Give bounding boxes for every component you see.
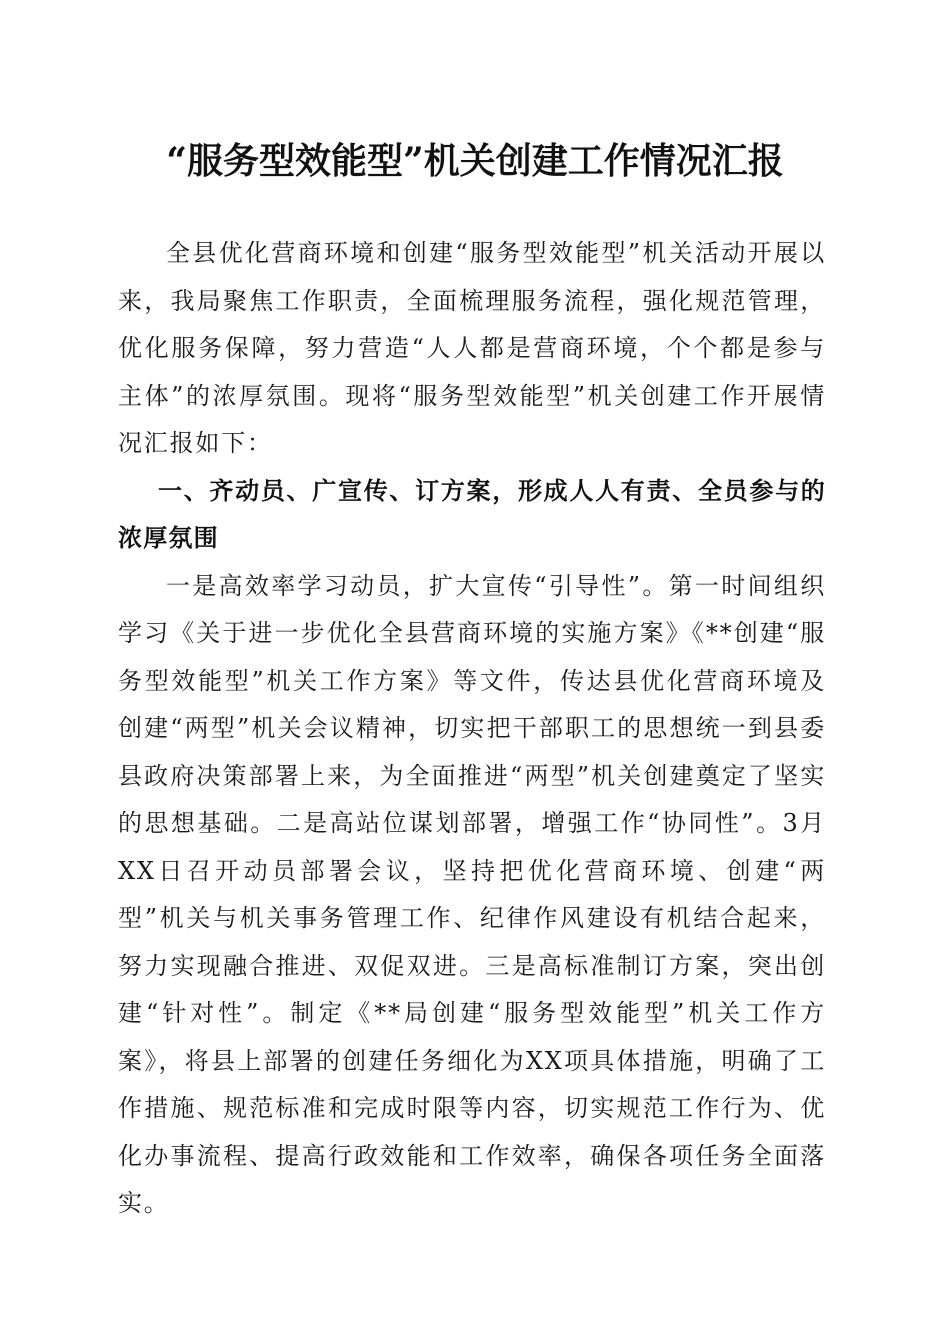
section-heading-1: 一、齐动员、广宣传、订方案，形成人人有责、全员参与的浓厚氛围 <box>118 476 826 552</box>
section-1-paragraph: 一是高效率学习动员，扩大宣传“引导性”。第一时间组织学习《关于进一步优化全县营商环境的实施方案》《**创建“服务型效能型”机关工作方案》等文件，传达县优化营商环境及创建“两型”机关会议精神，切实把干部职工的思想统一到县委县政府决策部署上来，为全面推进“两型”机关创建奠定了坚实的思想基础。二是高站位谋划部署，增强工作“协同性”。3月XX日召开动员部署会议，坚持把优化营商环境、创建“两型”机关与机关事务管理工作、纪律作风建设有机结合起来，努力实现融合推进、双促双进。三是高标准制订方案，突出创建“针对性”。制定《**局创建“服务型效能型”机关工作方案》，将县上部署的创建任务细化为XX项具体措施，明确了工作措施、规范标准和完成时限等内容，切实规范工作行为、优化办事流程、提高行政效能和工作效率，确保各项任务全面落实。 <box>118 571 826 1217</box>
document-body <box>118 230 826 1228</box>
document-title: “服务型效能型”机关创建工作情况汇报 <box>166 140 784 182</box>
intro-paragraph: 全县优化营商环境和创建“服务型效能型”机关活动开展以来，我局聚焦工作职责，全面梳理服务流程，强化规范管理，优化服务保障，努力营造“人人都是营商环境，个个都是参与主体”的浓厚氛围。现将“服务型效能型”机关创建工作开展情况汇报如下： <box>118 239 826 457</box>
